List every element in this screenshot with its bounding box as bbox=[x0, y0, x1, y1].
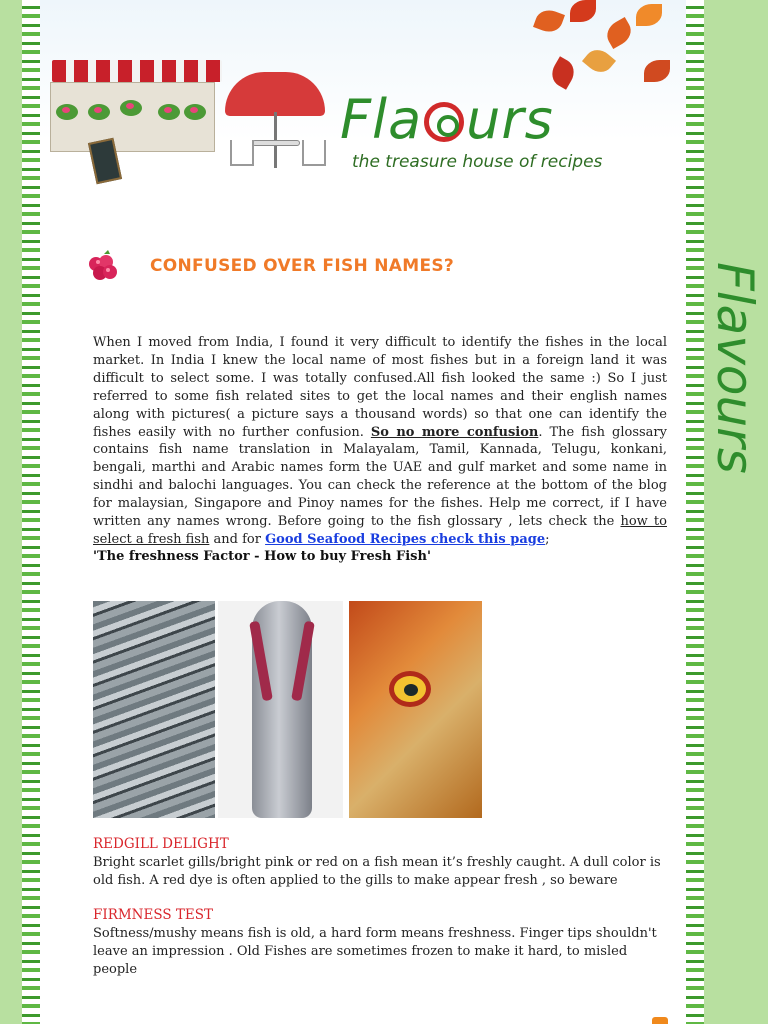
intro-text-1: When I moved from India, I found it very difficult to identify the fishes in the local market. In India I knew the local name of most fishes but in a foreign land it was difficult to select some. I was totally confused.All fish looked the same :) So I just referred to some fish related sites to get the local names and their english names along with pictures( a picture says a thousand words) so that one can identify the fishes easily with no further confusion. bbox=[93, 335, 667, 440]
flower-pot-illustration bbox=[184, 104, 206, 120]
umbrella-illustration bbox=[225, 72, 325, 116]
article-heading: CONFUSED OVER FISH NAMES? bbox=[150, 256, 455, 276]
intro-and-for: and for bbox=[213, 531, 261, 547]
flower-pot-illustration bbox=[120, 100, 142, 116]
raspberry-icon bbox=[84, 250, 122, 284]
site-tagline: the treasure house of recipes bbox=[352, 152, 603, 172]
logo-swirl-icon bbox=[424, 102, 464, 142]
flower-pot-illustration bbox=[158, 104, 180, 120]
cafe-chair-illustration bbox=[302, 140, 326, 166]
article-intro bbox=[93, 334, 667, 549]
fish-eye-photo bbox=[349, 601, 482, 818]
cafe-awning-illustration bbox=[52, 60, 222, 82]
no-more-confusion-link[interactable]: So no more confusion bbox=[370, 424, 539, 440]
fish-gills-photo bbox=[218, 601, 343, 818]
rss-icon[interactable] bbox=[652, 1017, 668, 1024]
redgill-title: REDGILL DELIGHT bbox=[93, 836, 229, 852]
sardines-photo bbox=[93, 601, 215, 818]
seafood-recipes-link[interactable]: Good Seafood Recipes check this page bbox=[265, 531, 546, 547]
cafe-table-illustration bbox=[252, 140, 300, 146]
freshness-subheading: 'The freshness Factor - How to buy Fresh Fish' bbox=[93, 549, 431, 564]
firmness-text: Softness/mushy means fish is old, a hard form means freshness. Finger tips shouldn't leave an impression . Old Fishes are sometimes frozen to make it hard, to misled people bbox=[93, 926, 657, 977]
flower-pot-illustration bbox=[56, 104, 78, 120]
flower-pot-illustration bbox=[88, 104, 110, 120]
side-logo: Flavours bbox=[706, 262, 764, 474]
header-banner bbox=[40, 0, 686, 200]
fresh-fish-link[interactable]: how to select a fresh fish bbox=[93, 514, 667, 547]
redgill-text: Bright scarlet gills/bright pink or red on a fish mean it’s freshly caught. A dull color is old fish. A red dye is often applied to the gills to make appear fresh , so beware bbox=[93, 855, 661, 888]
logo-text-left: Fla bbox=[340, 88, 423, 151]
site-logo[interactable] bbox=[340, 88, 554, 151]
intro-text-2: . The fish glossary contains fish name translation in Malayalam, Tamil, Kannada, Telugu, konkani, bengali, marthi and Arabic names form the UAE and gulf market and some name in sindhi and balochi languages. You can check the reference at the bottom of the blog for malaysian, Singapore and Pinoy names for the fishes. Help me correct, if I have written any names wrong. Before going to the fish glossary , lets check the bbox=[93, 424, 667, 530]
intro-end-punct: ; bbox=[545, 531, 550, 547]
firmness-title: FIRMNESS TEST bbox=[93, 907, 214, 923]
left-vine-decoration bbox=[22, 0, 40, 1024]
logo-text-right: urs bbox=[466, 88, 554, 151]
cafe-chair-illustration bbox=[230, 140, 254, 166]
intro-paragraph bbox=[93, 334, 667, 549]
right-vine-decoration bbox=[686, 0, 704, 1024]
